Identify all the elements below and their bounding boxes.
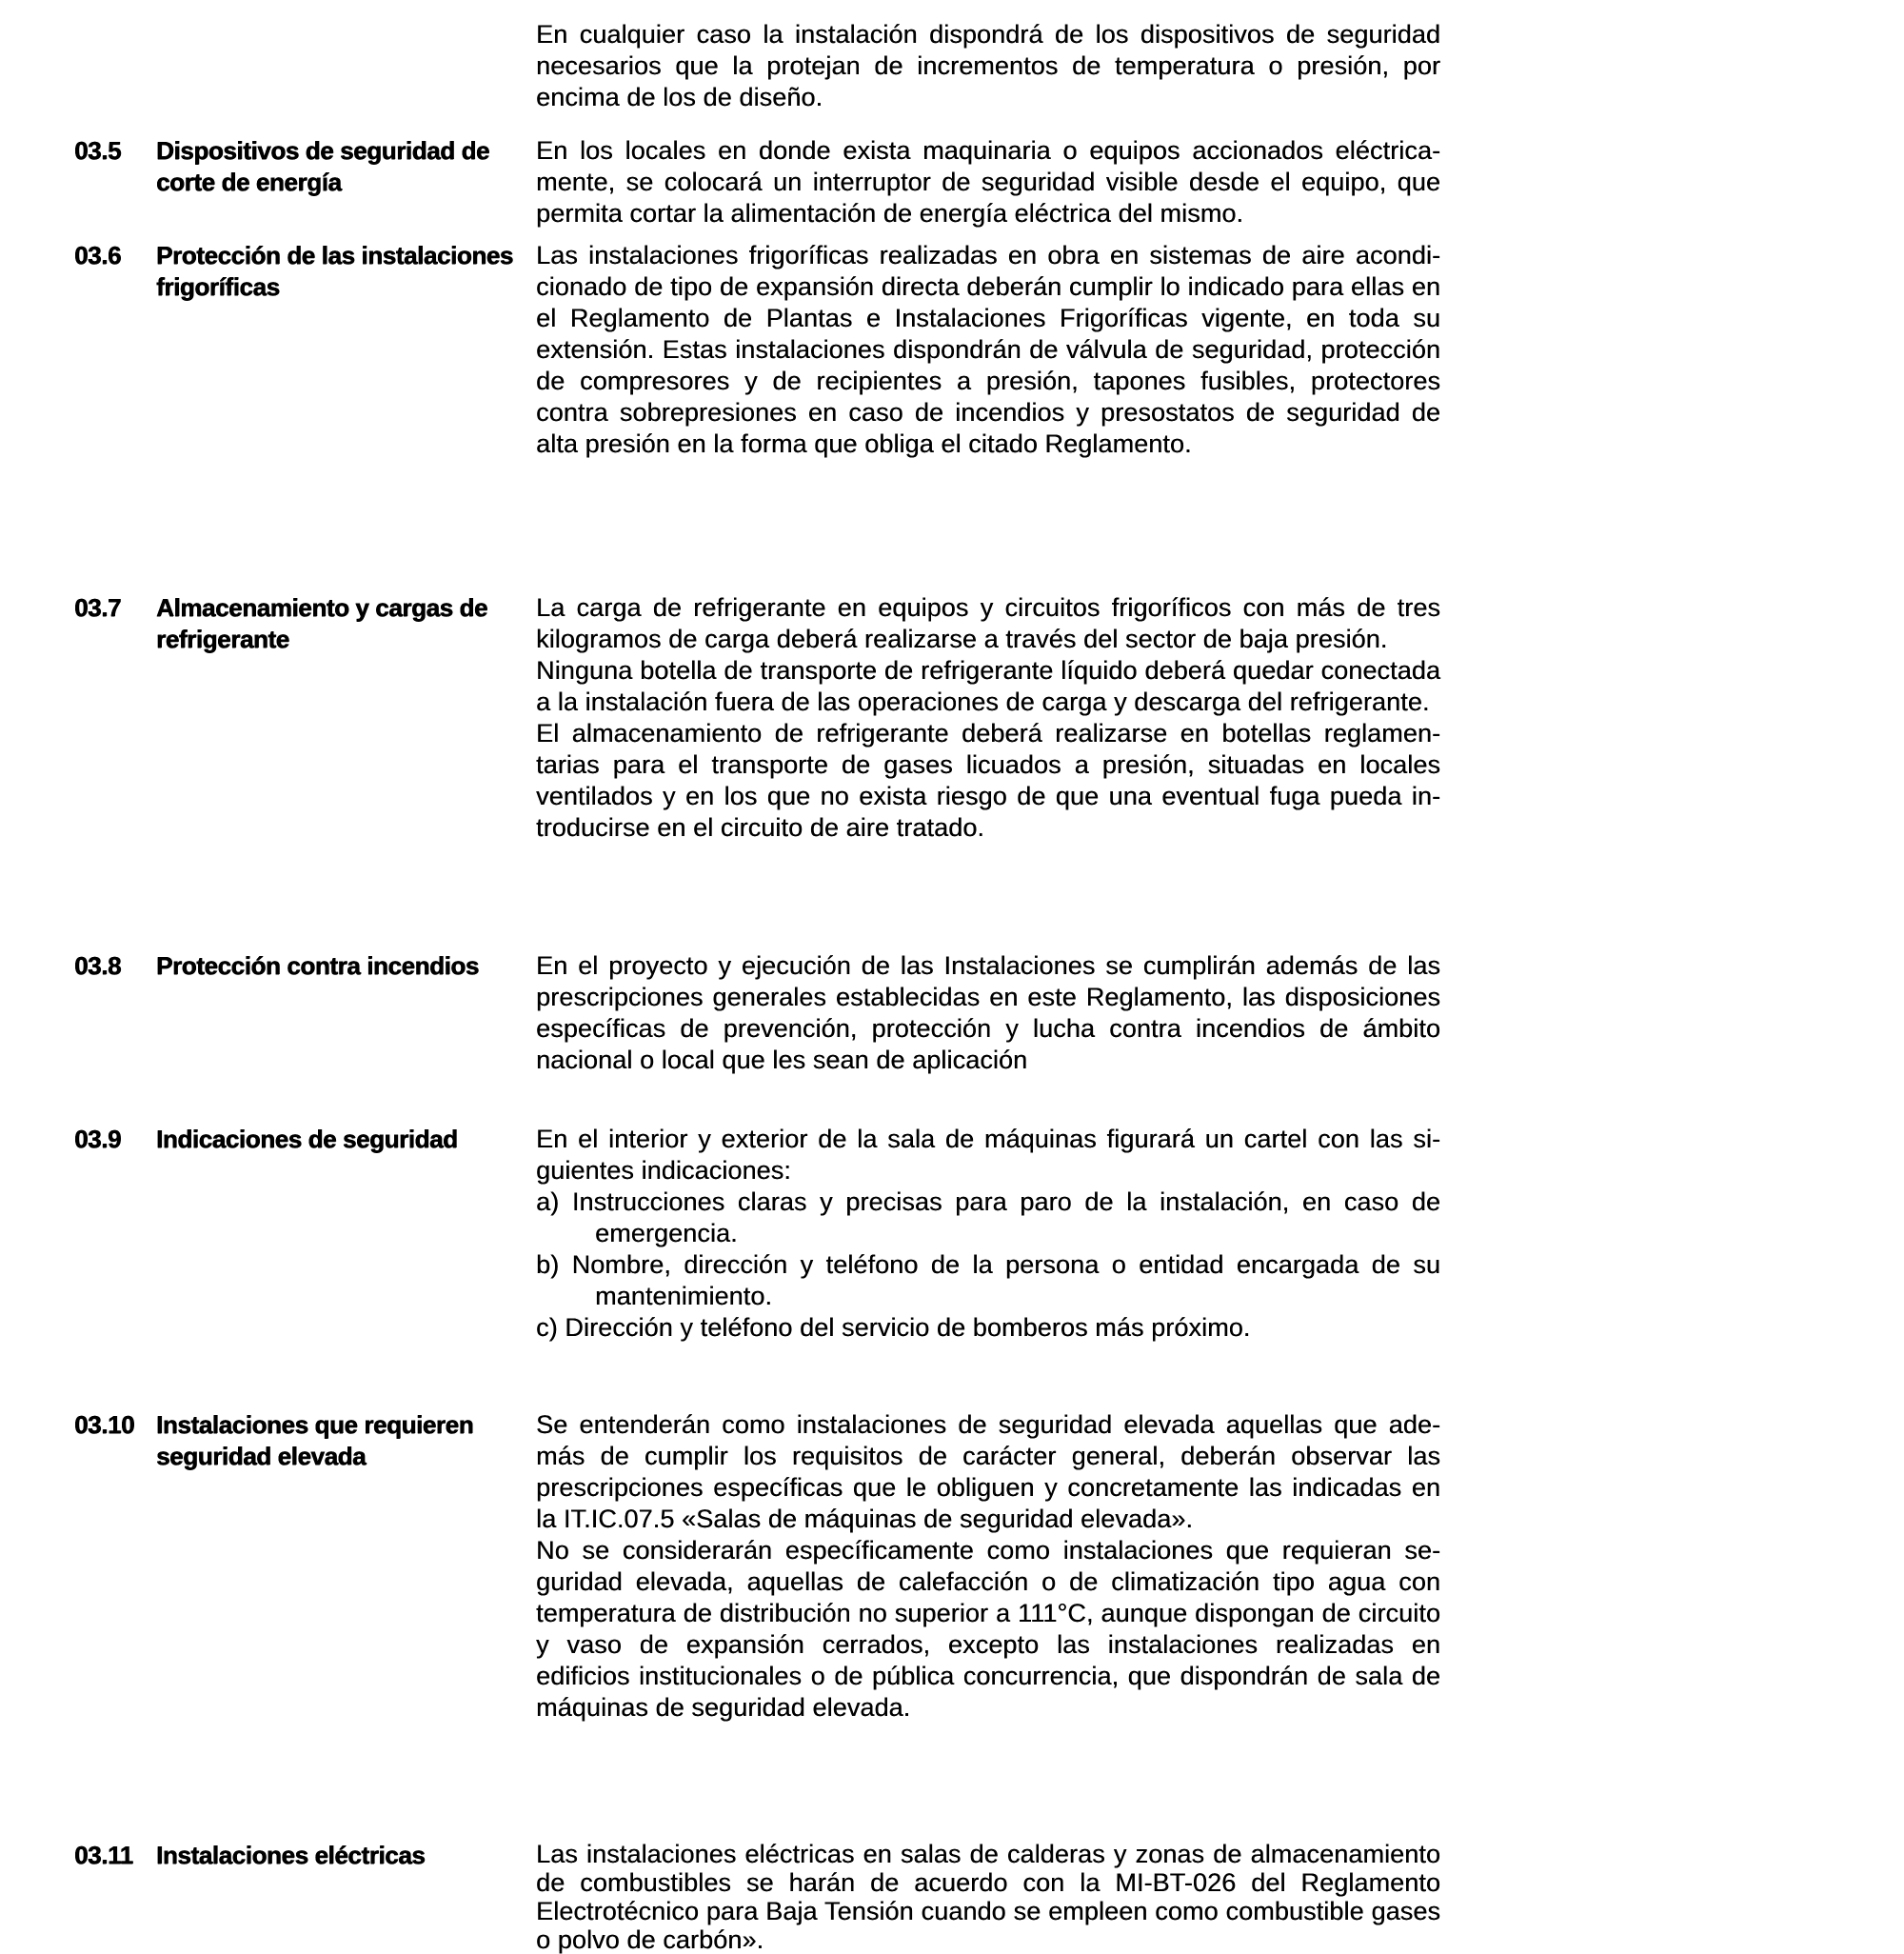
intro-paragraph: En cualquier caso la instalación dispondrá de los dispositivos de seguridad necesarios que la protejan de incrementos de temperatura o presión, por encima de los de diseño. — [536, 20, 1440, 111]
paragraph: En el proyecto y ejecución de las Instalaciones se cumplirán además de las prescripciones generales establecidas en este Reglamento, las disposiciones específicas de prevención, protección y lucha contra incendios de ámbito nacional o local que les sean de aplicación — [536, 951, 1440, 1074]
section-body — [536, 592, 1440, 844]
section-title: Almacenamiento y cargas de refrigerante — [156, 593, 487, 653]
paragraph: La carga de refrigerante en equipos y circuitos frigoríficos con más de tres kilogramos de carga deberá realizarse a través del sector de baja presión. — [536, 593, 1440, 653]
section-number: 03.8 — [74, 951, 122, 980]
section-number: 03.6 — [74, 241, 122, 269]
paragraph: Las instalaciones frigoríficas realizadas en obra en sistemas de aire acondicionado de tipo de expansión directa deberán cumplir lo indicado para ellas en el Reglamento de Plantas e Instalaciones Frigoríficas vigente, en toda su extensión. Estas instalaciones dispondrán de válvula de seguridad, protección de compresores y de recipientes a presión, tapones fusibles, protectores contra sobrepresiones en caso de incendios y presostatos de seguridad de alta presión en la forma que obliga el citado Reglamento. — [536, 241, 1440, 458]
section-number: 03.9 — [74, 1125, 122, 1153]
paragraph: Ninguna botella de transporte de refrigerante líquido deberá quedar conectada a la instalación fuera de las operaciones de carga y descarga del refrigerante. — [536, 656, 1440, 716]
section-heading — [74, 240, 533, 303]
section-body — [536, 1409, 1440, 1724]
list-item-b: b) Nombre, dirección y teléfono de la persona o entidad encargada de su mantenimiento. — [536, 1250, 1440, 1310]
list-item-c: c) Dirección y teléfono del servicio de bomberos más próximo. — [536, 1313, 1251, 1342]
paragraph: En el interior y exterior de la sala de máquinas figurará un cartel con las siguientes indicaciones: — [536, 1125, 1440, 1185]
section-number: 03.5 — [74, 136, 122, 165]
section-heading — [74, 1409, 533, 1472]
section-number: 03.11 — [74, 1841, 133, 1869]
paragraph: No se considerarán específicamente como instalaciones que requieran seguridad elevada, aquellas de calefacción o de climatización tipo agua con temperatura de distribución no superior a 111°C, aunque dispongan de circuito y vaso de expansión cerrados, excepto las instalaciones realizadas en edificios institucionales o de pública concurrencia, que dispondrán de sala de máquinas de seguridad elevada. — [536, 1536, 1440, 1722]
section-title: Instalaciones que requieren seguridad elevada — [156, 1410, 474, 1470]
section-title: Protección contra incendios — [156, 951, 479, 980]
section-title: Dispositivos de seguridad de corte de energía — [156, 136, 489, 196]
section-heading — [74, 1840, 533, 1871]
section-body — [536, 135, 1440, 229]
section-number: 03.10 — [74, 1410, 135, 1439]
section-heading — [74, 592, 533, 655]
section-heading — [74, 1124, 533, 1155]
list-item-a: a) Instrucciones claras y precisas para paro de la instalación, en caso de emergencia. — [536, 1187, 1440, 1247]
section-title: Indicaciones de seguridad — [156, 1125, 458, 1153]
section-body — [536, 1840, 1440, 1954]
paragraph: El almacenamiento de refrigerante deberá realizarse en botellas reglamentarias para el transporte de gases licuados a presión, situadas en locales ventilados y en los que no exista riesgo de que una eventual fuga pueda introducirse en el circuito de aire tratado. — [536, 719, 1440, 842]
section-heading — [74, 950, 533, 982]
section-heading — [74, 135, 533, 198]
paragraph: Las instalaciones eléctricas en salas de calderas y zonas de almacenamiento de combustibles se harán de acuerdo con la MI-BT-026 del Reglamento Electrotécnico para Baja Tensión cuando se empleen como combustible gases o polvo de carbón». — [536, 1840, 1440, 1954]
section-body — [536, 240, 1440, 460]
section-body — [536, 1124, 1440, 1344]
section-number: 03.7 — [74, 593, 122, 622]
section-body — [536, 950, 1440, 1076]
paragraph: En los locales en donde exista maquinaria o equipos accionados eléctricamente, se colocará un interruptor de seguridad visible desde el equipo, que permita cortar la alimentación de energía eléctrica del mismo. — [536, 136, 1440, 228]
section-title: Instalaciones eléctricas — [156, 1841, 426, 1869]
section-title: Protección de las instalaciones frigoríficas — [156, 241, 513, 301]
intro-body — [536, 19, 1440, 113]
paragraph: Se entenderán como instalaciones de seguridad elevada aquellas que además de cumplir los requisitos de carácter general, deberán observar las prescripciones específicas que le obliguen y concretamente las indicadas en la IT.IC.07.5 «Salas de máquinas de seguridad elevada». — [536, 1410, 1440, 1533]
